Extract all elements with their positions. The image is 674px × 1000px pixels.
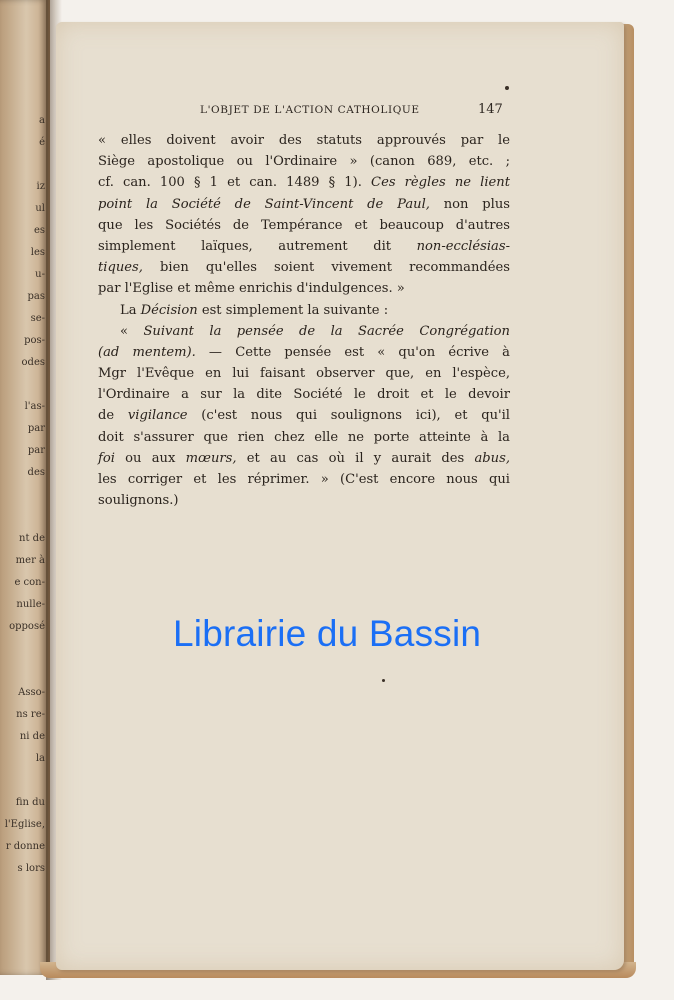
text-line (98, 300, 510, 321)
facing-fragment: fin du (15, 797, 45, 808)
text-line (98, 469, 510, 490)
text-line (98, 194, 510, 215)
text-line (98, 151, 510, 172)
facing-fragment: e con- (14, 577, 45, 588)
text-span: La (120, 302, 141, 318)
facing-fragment: es (33, 225, 45, 236)
italic-span: mœurs, (185, 450, 237, 466)
italic-span: abus, (474, 450, 510, 466)
running-head: L'OBJET DE L'ACTION CATHOLIQUE (200, 104, 420, 116)
facing-fragment (0, 506, 48, 528)
text-span: « (120, 323, 144, 339)
facing-fragment: odes (21, 357, 45, 368)
paper-speck (505, 86, 509, 90)
text-span: « elles doivent avoir des statuts approuvés par le (98, 133, 510, 148)
text-span: que les Sociétés de Tempérance et beaucoup d'autres (98, 217, 510, 233)
facing-fragment: nt de (19, 533, 45, 544)
italic-span: tiques, (98, 260, 143, 276)
facing-fragment: Asso- (18, 687, 45, 698)
text-span: — Cette pensée est « qu'on écrive à (195, 344, 510, 360)
facing-fragment: par (27, 423, 45, 434)
text-span: l'Ordinaire a sur la dite Société le droit et le devoir (98, 387, 510, 403)
text-span: soulignons.) (98, 493, 179, 509)
facing-fragment: iz (36, 181, 45, 192)
facing-fragment: u- (35, 269, 45, 280)
facing-fragment (0, 770, 48, 792)
facing-fragment: les (30, 247, 45, 258)
facing-fragment: pas (27, 291, 45, 302)
italic-span: point la Société de Saint-Vincent de Paul, (98, 196, 430, 212)
facing-fragment: é (39, 137, 45, 148)
facing-fragment: ni de (19, 731, 45, 742)
text-span: Mgr l'Evêque en lui faisant observer que, en l'espèce, (98, 366, 510, 382)
facing-fragment: la (35, 753, 45, 764)
facing-fragment: r donne (5, 841, 45, 852)
text-span: cf. can. 100 § 1 et can. 1489 § 1). (98, 175, 372, 191)
italic-span: foi (98, 450, 115, 466)
text-line (98, 405, 510, 426)
text-line (98, 427, 510, 448)
text-line (98, 321, 510, 342)
italic-span: Ces règles ne lient (371, 175, 510, 191)
text-span: Siège apostolique ou l'Ordinaire » (canon 689, etc. ; (98, 154, 510, 170)
text-span: les corriger et les réprimer. » (C'est encore nous qui (98, 472, 510, 487)
facing-page-edge (0, 0, 50, 975)
text-span: doit s'assurer que rien chez elle ne porte atteinte à la (98, 429, 510, 445)
text-line (98, 342, 510, 363)
facing-fragment (0, 374, 48, 396)
facing-page-text-fragments (0, 110, 48, 880)
facing-fragment: ul (35, 203, 45, 214)
italic-span: vigilance (127, 408, 188, 424)
facing-fragment (0, 638, 48, 660)
facing-fragment: mer à (15, 555, 45, 566)
paper-speck (382, 679, 385, 682)
facing-fragment: se- (30, 313, 45, 324)
text-span: simplement laïques, autrement dit (98, 238, 417, 254)
facing-fragment: l'as- (24, 401, 45, 412)
text-line (98, 257, 510, 278)
text-line (98, 384, 510, 405)
text-line (98, 363, 510, 384)
facing-fragment: opposé (9, 621, 45, 632)
text-line (98, 172, 510, 193)
body-text (98, 130, 510, 511)
page-number: 147 (478, 102, 503, 117)
text-line (98, 130, 510, 151)
bookseller-watermark: Librairie du Bassin (173, 613, 482, 654)
facing-fragment: ns re- (16, 709, 45, 720)
text-line (98, 448, 510, 469)
facing-fragment: s lors (17, 863, 45, 874)
text-span: est simplement la suivante : (197, 302, 389, 318)
text-span: bien qu'elles soient vivement recommandées (142, 260, 510, 276)
facing-fragment (0, 154, 48, 176)
text-line (98, 490, 510, 511)
facing-fragment: l'Eglise, (4, 819, 45, 830)
facing-fragment: pos- (24, 335, 45, 346)
facing-fragment: nulle- (16, 599, 45, 610)
text-line (98, 236, 510, 257)
italic-span: (ad mentem). (98, 344, 196, 360)
facing-fragment: par (27, 445, 45, 456)
italic-span: Suivant la pensée de la Sacrée Congrégation (143, 323, 510, 339)
text-line (98, 278, 510, 299)
text-span: et au cas où il y aurait des (236, 450, 475, 466)
text-span: non plus (429, 196, 510, 212)
italic-span: non-ecclésias- (416, 238, 510, 254)
text-span: par l'Eglise et même enrichis d'indulgences. » (98, 281, 405, 297)
text-span: de (98, 408, 128, 424)
text-span: ou aux (114, 450, 186, 466)
facing-fragment: a (39, 115, 45, 126)
italic-span: Décision (140, 302, 198, 318)
text-line (98, 215, 510, 236)
text-span: (c'est nous qui soulignons ici), et qu'il (187, 408, 510, 424)
facing-fragment (0, 484, 48, 506)
facing-fragment (0, 660, 48, 682)
facing-fragment: des (27, 467, 45, 478)
